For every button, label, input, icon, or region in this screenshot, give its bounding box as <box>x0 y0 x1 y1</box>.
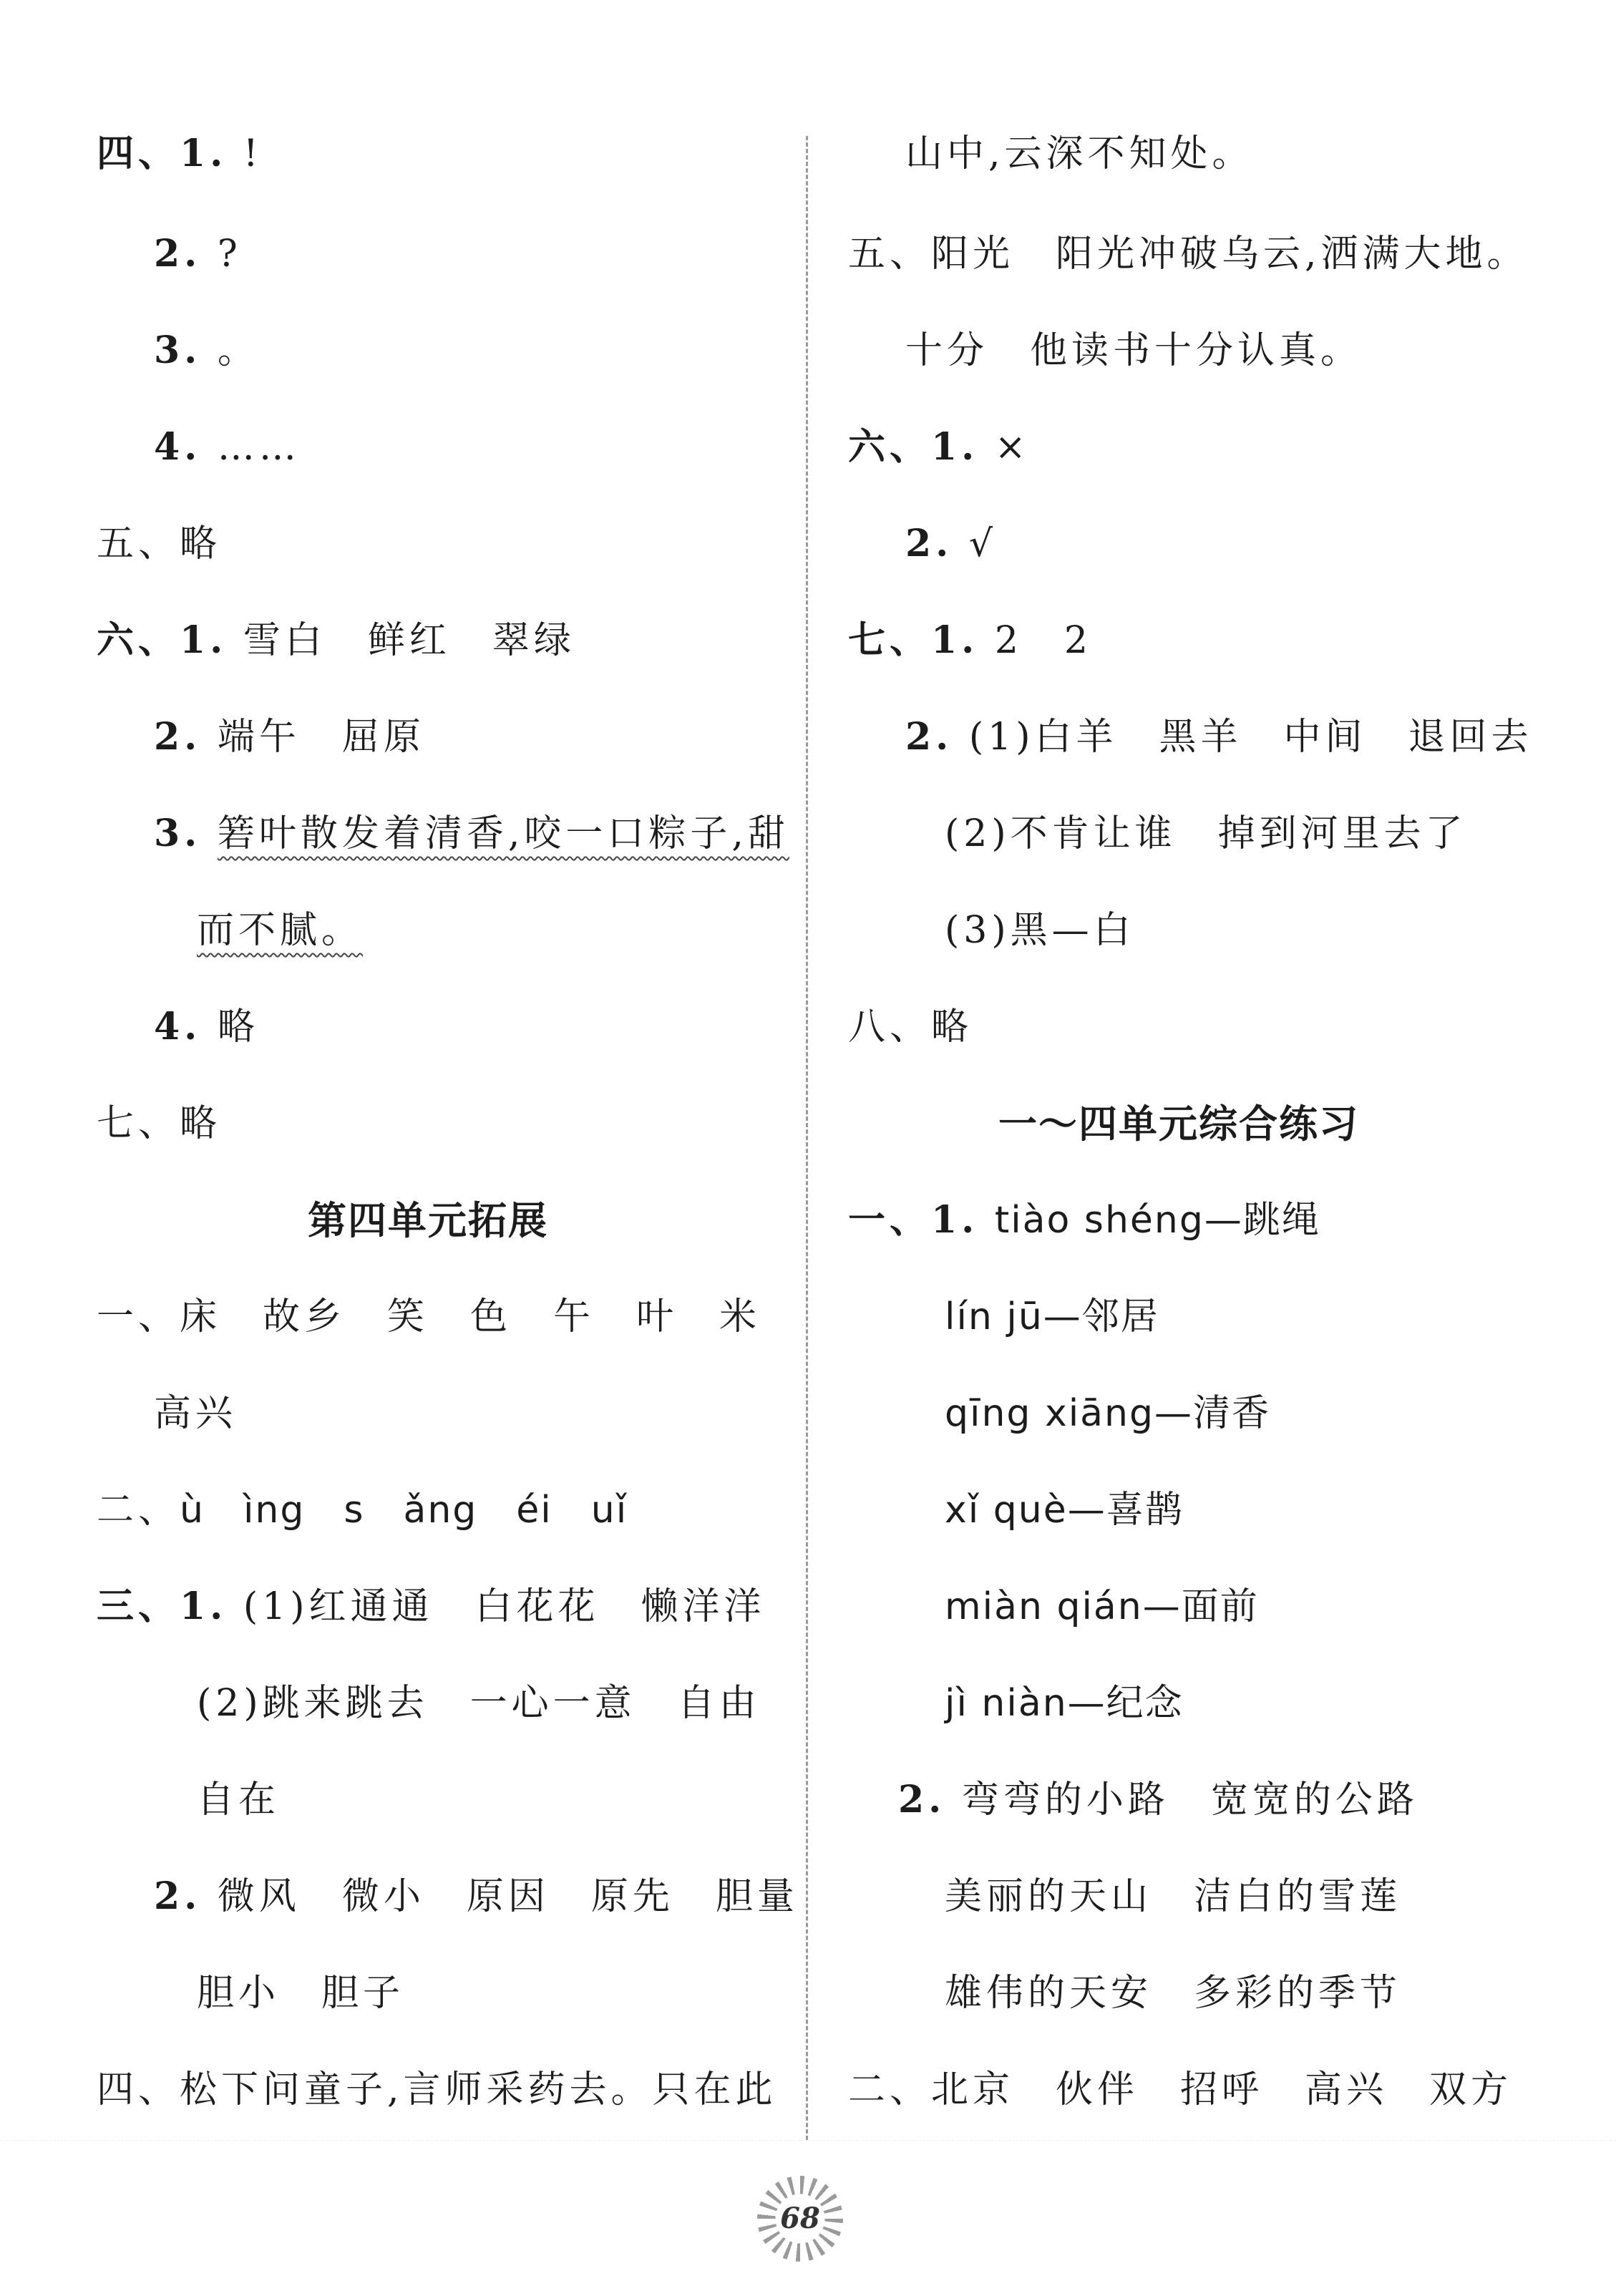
answer-text: (1)白羊 黑羊 中间 退回去 <box>953 716 1533 759</box>
answer-text: (2)不肯让谁 掉到河里去了 <box>945 812 1467 855</box>
question-number: 七、1. <box>848 618 979 662</box>
answer-text: 五、阳光 阳光冲破乌云,洒满大地。 <box>848 233 1529 276</box>
answer-line <box>998 1095 1359 1154</box>
answer-line <box>154 709 425 766</box>
answer-line <box>848 419 1030 476</box>
answer-line <box>97 125 263 183</box>
answer-text: 五、略 <box>97 522 222 565</box>
question-number: 2. <box>905 522 953 565</box>
pinyin-text: ù ìng s ǎng éi uǐ <box>180 1489 628 1532</box>
answer-text: 二、 <box>97 1489 180 1532</box>
question-number: 四、1. <box>97 132 228 175</box>
answer-text: 美丽的天山 洁白的雪莲 <box>945 1875 1402 1918</box>
answer-text: 自在 <box>197 1779 281 1821</box>
answer-line <box>848 612 1092 669</box>
question-number: 六、1. <box>97 618 228 662</box>
page-number-badge <box>757 2176 843 2262</box>
underlined-answer: 而不腻。 <box>197 909 364 952</box>
question-number: 六、1. <box>848 425 979 469</box>
question-number: 2. <box>154 715 202 759</box>
answer-line <box>97 1482 628 1539</box>
answer-text: 胆小 胆子 <box>197 1972 405 2015</box>
answer-line <box>97 1095 221 1152</box>
answer-text: 高兴 <box>154 1392 238 1435</box>
answer-line <box>197 1771 280 1829</box>
answer-line <box>945 902 1135 959</box>
answer-text: 雪白 鲜红 翠绿 <box>227 619 575 662</box>
answer-text: 七、略 <box>97 1102 222 1145</box>
answer-line <box>197 1965 404 2022</box>
answer-line <box>154 322 259 379</box>
answer-text: 四、松下问童子,言师采药去。只在此 <box>97 2068 777 2111</box>
footer-rule <box>0 2140 1616 2141</box>
answer-line <box>905 125 1254 183</box>
answer-text: 微风 微小 原因 原先 胆量 <box>201 1875 799 1918</box>
answer-text: 山中,云深不知处。 <box>905 132 1254 175</box>
answer-text: 略 <box>201 1006 259 1049</box>
question-number: 4. <box>154 1005 202 1049</box>
answer-text: ? <box>201 233 242 276</box>
answer-line <box>905 322 1362 379</box>
answer-line <box>905 515 997 573</box>
answer-line <box>848 2061 1512 2119</box>
pinyin-text: xǐ què—喜鹊 <box>945 1489 1184 1532</box>
answer-line <box>197 902 363 959</box>
answer-text: 弯弯的小路 宽宽的公路 <box>945 1779 1418 1821</box>
pinyin-text: qīng xiāng—清香 <box>945 1392 1271 1435</box>
question-number: 2. <box>154 1874 202 1918</box>
answer-text: (3)黑—白 <box>945 909 1135 952</box>
pinyin-text: tiào shéng—跳绳 <box>994 1199 1320 1242</box>
question-number: 4. <box>154 425 202 469</box>
answer-line <box>898 1771 1418 1829</box>
answer-line <box>154 805 789 862</box>
question-number: 3. <box>154 812 202 855</box>
page-number: 68 <box>780 2202 820 2235</box>
pinyin-text: miàn qián—面前 <box>945 1585 1259 1628</box>
question-number: 3. <box>154 329 202 372</box>
answer-line <box>154 419 301 476</box>
answer-line <box>848 998 973 1056</box>
answer-line <box>154 225 242 283</box>
answer-text <box>978 1199 995 1242</box>
answer-line <box>97 1288 761 1346</box>
answer-text: 十分 他读书十分认真。 <box>905 329 1363 372</box>
answer-line <box>945 1482 1184 1539</box>
answer-text: × <box>978 426 1031 469</box>
answer-line <box>97 1578 766 1635</box>
answer-line <box>308 1192 548 1250</box>
underlined-answer: 箬叶散发着清香,咬一口粽子,甜 <box>217 812 789 855</box>
answer-line <box>154 1868 799 1925</box>
question-number: 2. <box>905 715 953 759</box>
answer-line <box>945 805 1467 862</box>
answer-line <box>905 709 1533 766</box>
pinyin-text: lín jū—邻居 <box>945 1295 1159 1338</box>
answer-text: 一、床 故乡 笑 色 午 叶 米 <box>97 1295 761 1338</box>
answer-line <box>945 1288 1159 1346</box>
question-number: 2. <box>154 232 202 276</box>
answer-line <box>97 515 221 573</box>
answer-line <box>945 1578 1259 1635</box>
answer-line <box>197 1675 761 1732</box>
answer-text: 2 2 <box>978 619 1092 662</box>
answer-text: 八、略 <box>848 1006 973 1049</box>
question-number: 2. <box>898 1778 946 1821</box>
answer-text: …… <box>201 426 301 469</box>
answer-line <box>945 1965 1401 2022</box>
answer-text: 二、北京 伙伴 招呼 高兴 双方 <box>848 2068 1513 2111</box>
pinyin-text: jì niàn—纪念 <box>945 1682 1184 1725</box>
question-number: 三、1. <box>97 1585 228 1628</box>
answer-line <box>154 998 259 1056</box>
section-heading: 第四单元拓展 <box>308 1197 548 1243</box>
answer-line <box>97 612 575 669</box>
answer-text <box>201 812 218 855</box>
answer-text: (1)红通通 白花花 懒洋洋 <box>227 1585 766 1628</box>
answer-line <box>154 1385 237 1442</box>
answer-line <box>945 1868 1401 1925</box>
answer-text: (2)跳来跳去 一心一意 自由 <box>197 1682 761 1725</box>
answer-text: 端午 屈原 <box>201 716 425 759</box>
answer-line <box>945 1385 1270 1442</box>
section-heading: 一～四单元综合练习 <box>998 1101 1359 1147</box>
answer-line <box>848 1192 1320 1249</box>
answer-text: 雄伟的天安 多彩的季节 <box>945 1972 1402 2015</box>
question-number: 一、1. <box>848 1198 979 1242</box>
answer-line <box>848 225 1529 283</box>
answer-text: 。 <box>201 329 259 372</box>
answer-line <box>97 2061 777 2119</box>
answer-line <box>945 1675 1184 1732</box>
column-divider <box>806 136 808 2140</box>
answer-text: ! <box>227 132 263 175</box>
answer-text: √ <box>953 522 997 565</box>
